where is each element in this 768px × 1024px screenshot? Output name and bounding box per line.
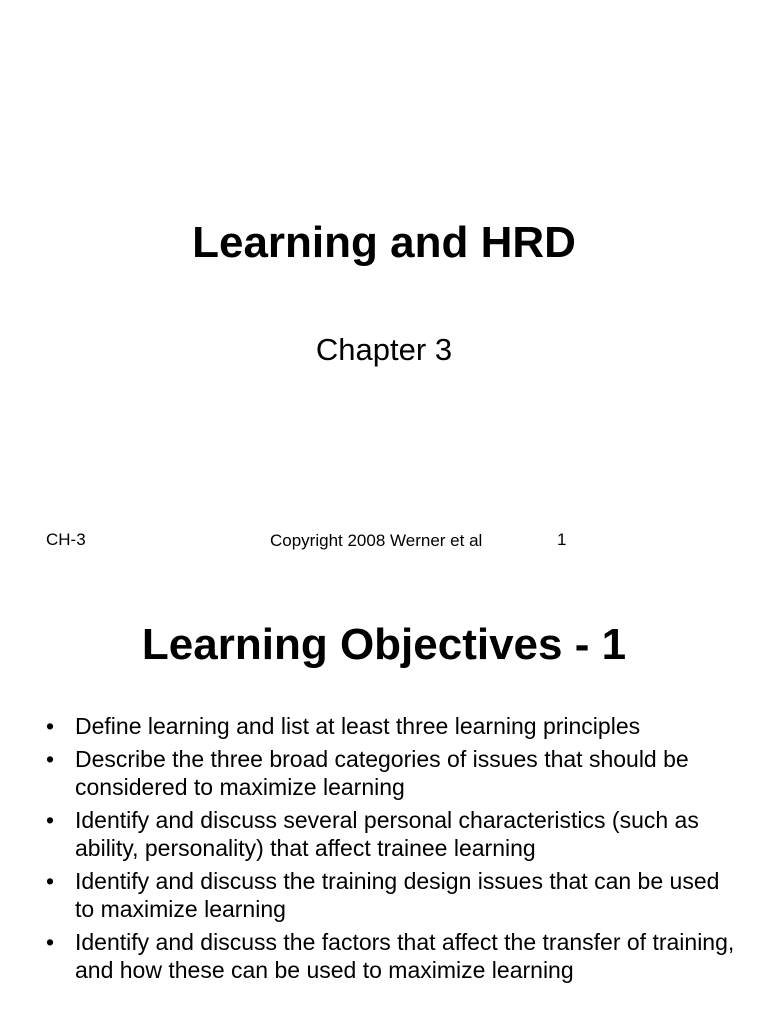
list-item-text: Identify and discuss the training design issues that can be used to maximize learning (75, 868, 720, 922)
list-item-text: Identify and discuss several personal characteristics (such as ability, personality) that affect trainee learning (75, 807, 699, 861)
list-item (46, 745, 736, 801)
footer-page-number: 1 (557, 530, 567, 549)
list-item (46, 928, 736, 984)
slide-title: Learning and HRD (192, 218, 576, 267)
list-item-text: Identify and discuss the factors that affect the transfer of training, and how these can be used to maximize learning (75, 929, 735, 983)
list-item-text: Define learning and list at least three learning principles (75, 713, 641, 739)
slide-subtitle: Chapter 3 (315, 332, 453, 367)
slide-2 (0, 588, 768, 1024)
bullet-icon: • (46, 929, 55, 955)
bullet-list (46, 712, 736, 989)
bullet-icon: • (46, 807, 55, 833)
list-item (46, 806, 736, 862)
footer-chapter-label: CH-3 (46, 530, 86, 549)
slide-title: Learning Objectives - 1 (141, 620, 627, 669)
bullet-icon: • (46, 868, 55, 894)
bullet-icon: • (46, 713, 55, 739)
list-item (46, 867, 736, 923)
list-item-text: Describe the three broad categories of issues that should be considered to maximize learning (75, 746, 689, 800)
bullet-icon: • (46, 746, 55, 772)
footer-copyright: Copyright 2008 Werner et al (270, 531, 483, 550)
list-item (46, 712, 736, 740)
